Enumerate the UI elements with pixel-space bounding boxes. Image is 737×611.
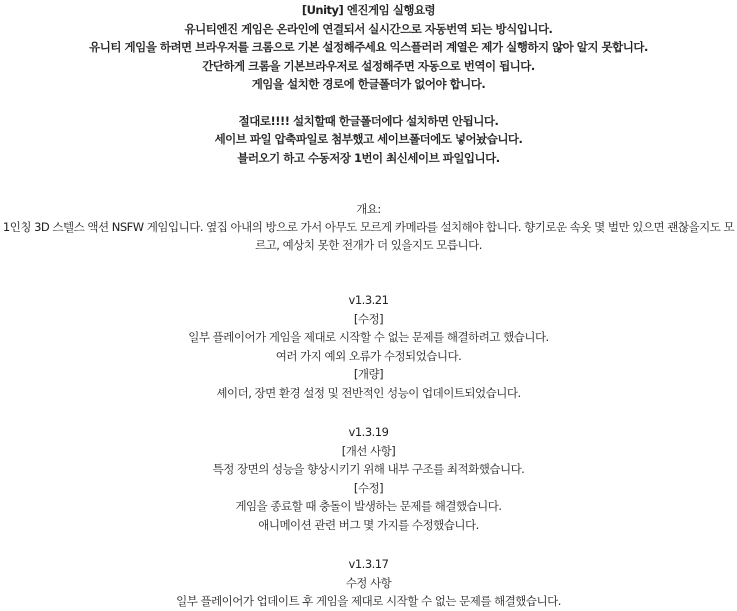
spacer	[0, 94, 737, 112]
spacer	[0, 167, 737, 200]
changelog-line: 애니메이션 관련 버그 몇 가지를 수정했습니다.	[258, 517, 479, 532]
changelog-line: [개선 사항]	[341, 443, 396, 458]
spacer	[0, 534, 737, 555]
changelog-entry	[0, 291, 737, 402]
spacer	[0, 254, 737, 291]
changelog-line: [개량]	[353, 367, 384, 381]
overview-heading: 개요:	[356, 202, 381, 216]
warning-line: 절대로!!!! 설치할때 한글폴더에다 설치하면 안됩니다.	[238, 113, 499, 128]
changelog-version: v1.3.17	[348, 557, 389, 571]
changelog-line: 수정 사항	[345, 575, 392, 590]
changelog-line: [수정]	[353, 480, 384, 495]
changelog-entry	[0, 555, 737, 611]
instruction-line: 간단하게 크롬을 기본브라우저로 설정해주면 자동으로 번역이 됩니다.	[202, 58, 535, 73]
instruction-line: 유니티엔진 게임은 온라인에 연결되서 실시간으로 자동번역 되는 방식입니다.	[184, 21, 553, 36]
changelog-entry	[0, 423, 737, 534]
changelog-version: v1.3.21	[348, 293, 389, 307]
warning-line: 세이브 파일 압축파일로 첨부했고 세이브폴더에도 넣어놨습니다.	[214, 132, 523, 146]
instruction-line: 게임을 설치한 경로에 한글폴더가 없어야 합니다.	[251, 77, 486, 91]
changelog-line: 여러 가지 예외 오류가 수정되었습니다.	[275, 348, 462, 363]
changelog-line: 셰이더, 장면 환경 설정 및 전반적인 성능이 업데이트되었습니다.	[216, 385, 521, 400]
changelog-line: 일부 플레이어가 게임을 제대로 시작할 수 없는 문제를 해결하려고 했습니다.	[188, 330, 549, 344]
warning-line: 블러오기 하고 수동저장 1번이 최신세이브 파일입니다.	[237, 150, 500, 165]
changelog-line: 특정 장면의 성능을 향상시키기 위해 내부 구조를 최적화했습니다.	[212, 462, 525, 476]
changelog-line: [수정]	[353, 311, 384, 326]
install-instructions	[0, 1, 737, 94]
install-warnings	[0, 112, 737, 168]
changelog-line: 일부 플레이어가 업데이트 후 게임을 제대로 시작할 수 없는 문제를 해결했습니다.	[176, 594, 561, 608]
spacer	[0, 402, 737, 423]
overview-section	[0, 200, 737, 254]
instruction-line: 유니티 게임을 하려면 브라우저를 크롬으로 기본 설정해주세요 익스플러러 계열은 제가 실행하지 않아 알지 못합니다.	[89, 40, 648, 54]
changelog-line: 게임을 종료할 때 충돌이 발생하는 문제를 해결했습니다.	[235, 499, 502, 513]
changelog-version: v1.3.19	[348, 425, 389, 439]
overview-text: 1인칭 3D 스텔스 액션 NSFW 게임입니다. 옆집 아내의 방으로 가서 아무도 모르게 카메라를 설치해야 합니다. 향기로운 속옷 몇 벌만 있으면 괜찮을지도 모르고, 예상치 못한 전개가 더 있을지도 모릅니다.	[2, 220, 735, 252]
instructions-title: [Unity] 엔진게임 실행요령	[301, 3, 436, 17]
